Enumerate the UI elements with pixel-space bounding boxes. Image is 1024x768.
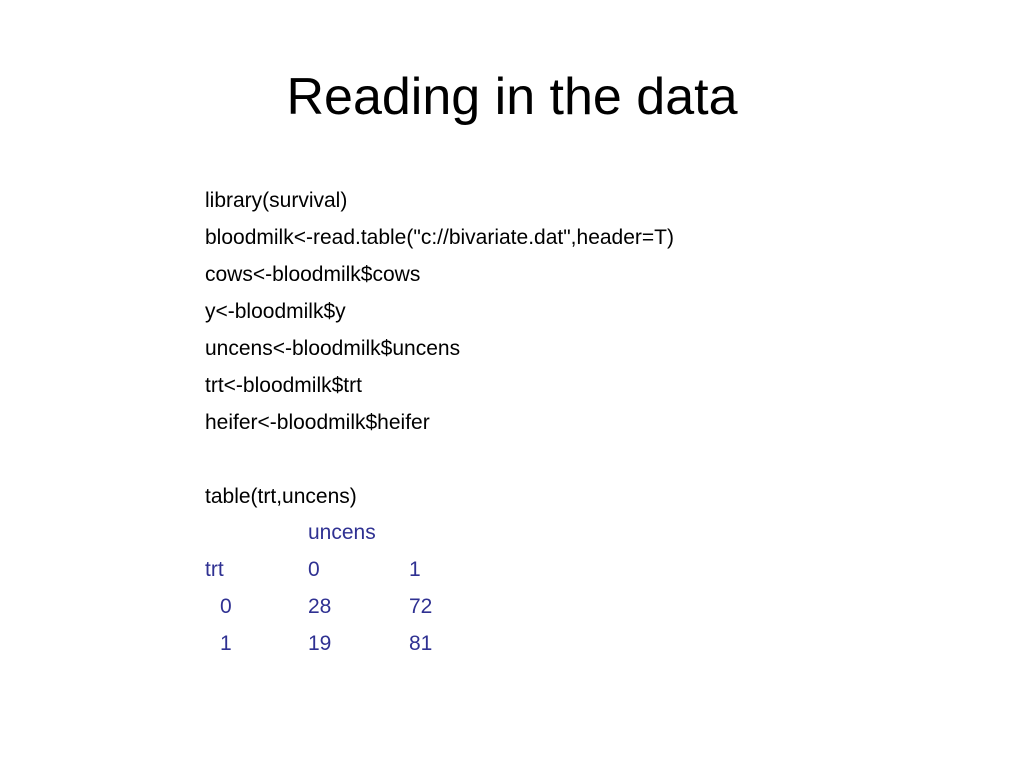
row-variable-label: trt — [205, 558, 224, 581]
column-level-label: 1 — [409, 558, 421, 581]
column-level-label: 0 — [308, 558, 320, 581]
code-line-table-command: table(trt,uncens) — [205, 485, 357, 508]
code-line-read-table: bloodmilk<-read.table("c://bivariate.dat",header=T) — [205, 226, 674, 249]
code-line-heifer: heifer<-bloodmilk$heifer — [205, 411, 430, 434]
blank-line — [205, 441, 674, 478]
code-line-cows: cows<-bloodmilk$cows — [205, 263, 421, 286]
code-block — [205, 182, 674, 515]
code-line-y: y<-bloodmilk$y — [205, 300, 346, 323]
code-line-uncens: uncens<-bloodmilk$uncens — [205, 337, 461, 360]
slide-title: Reading in the data — [286, 68, 738, 126]
code-line-trt: trt<-bloodmilk$trt — [205, 374, 362, 397]
table-cell: 19 — [308, 632, 332, 655]
table-cell: 28 — [308, 595, 332, 618]
table-cell: 72 — [409, 595, 433, 618]
table-cell: 81 — [409, 632, 433, 655]
row-level-label: 0 — [220, 595, 232, 618]
code-line-library: library(survival) — [205, 189, 348, 212]
column-variable-label: uncens — [308, 521, 376, 544]
row-level-label: 1 — [220, 632, 232, 655]
